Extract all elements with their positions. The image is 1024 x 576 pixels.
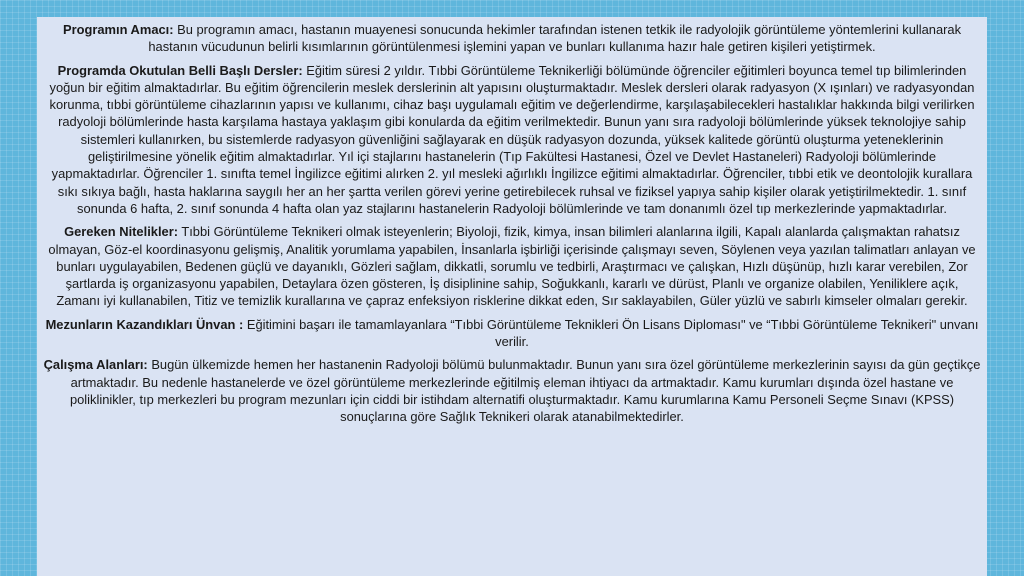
section-text: Tıbbi Görüntüleme Teknikeri olmak isteyenlerin; Biyoloji, fizik, kimya, insan bilimleri alanlarına ilgili, Kapalı alanlarda çalışmaktan rahatsız olmayan, Göz-el koordinasyonu gelişmiş, Analitik yorumlama yapabilen, İnsanlarla işbirliği içerisinde çalışmayı seven, Söylenen veya yazılan talimatları anlayan ve bunları uygulayabilen, Bedenen güçlü ve dayanıklı, Gözleri sağlam, dikkatli, sorumlu ve tedbirli, Araştırmacı ve çalışkan, Hızlı düşünüp, hızlı karar verebilen, Zor şartlarda iş organizasyonu yapabilen, Detaylara özen gösteren, İş disiplinine sahip, Soğukkanlı, kararlı ve dürüst, Planlı ve organize olabilen, Yeniliklere açık, Zamanı iyi kullanabilen, Titiz ve temizlik kurallarına ve çapraz enfeksiyon risklerine dikkat eden, Sır saklayabilen, Güler yüzlü ve sabırlı kimseler olmaları gerekir. [48,224,976,309]
section-program-purpose [43,21,981,56]
section-text: Bugün ülkemizde hemen her hastanenin Radyoloji bölümü bulunmaktadır. Bunun yanı sıra özel görüntüleme merkezlerinin sayısı da gün geçtikçe artmaktadır. Bu nedenle hastanelerde ve özel görüntüleme merkezlerinde eğitilmiş eleman ihtiyacı da artmaktadır. Kamu kurumları dışında özel hastane ve poliklinikler, tıp merkezleri bu program mezunları için ciddi bir istihdam alternatifi oluşturmaktadır. Kamu kurumlarına Kamu Personeli Seçme Sınavı (KPSS) sonuçlarına göre Sağlık Teknikeri olarak atanabilmektedirler. [69,357,981,425]
section-label: Programda Okutulan Belli Başlı Dersler: [57,62,303,78]
section-label: Mezunların Kazandıkları Ünvan : [45,316,244,332]
section-label: Gereken Nitelikler: [64,224,178,240]
section-work-areas [43,356,981,425]
section-graduate-title [43,316,981,351]
section-required-qualifications [43,223,981,309]
section-courses [43,62,981,218]
section-text: Eğitimini başarı ile tamamlayanlara “Tıbbi Görüntüleme Teknikleri Ön Lisans Diploması" ve “Tıbbi Görüntüleme Teknikeri" unvanı verilir. [243,316,979,350]
section-text: Bu programın amacı, hastanın muayenesi sonucunda hekimler tarafından istenen tetkik ile radyolojik görüntüleme yöntemlerini kullanarak hastanın vücudunun belirli kısımlarının görüntülenmesi işlemini yapan ve bunları kullanıma hazır hale getiren kişileri yetiştirmek. [148,22,962,55]
section-label: Çalışma Alanları: [43,357,148,373]
section-label: Programın Amacı: [62,22,174,37]
content-panel [37,17,987,576]
section-text: Eğitim süresi 2 yıldır. Tıbbi Görüntüleme Teknikerliği bölümünde öğrenciler eğitimleri boyunca temel tıp bilimlerinden yoğun bir eğitim almaktadırlar. Bu eğitim öğrencilerin meslek derslerinin alt yapısını oluşturmaktadır. Meslek dersleri olarak radyasyon (X ışınları) ve radyasyondan korunma, tıbbi görüntüleme cihazlarının yapısı ve kullanımı, cihaz başı uygulamalı eğitim ve değerlendirme, karşılaşabilecekleri hastalıklar hakkında bilgi verilirken radyoloji bölümlerinde hasta karşılama hastaya yaklaşım gibi konularda da eğitim verilmektedir. Bunun yanı sıra radyoloji bölümlerinde yüksek teknolojiye sahip sistemleri kullanırken, bu sistemlerde radyasyon güvenliğini sağlayarak en düşük radyasyon dozunda, yüksek kalitede görüntü oluşturma yeteneklerinin geliştirilmesine yönelik eğitim almaktadırlar. Yıl içi stajlarını hastanelerin (Tıp Fakültesi Hastanesi, Özel ve Devlet Hastaneleri) Radyoloji bölümlerinde yapmaktadırlar. Öğrenciler 1. sınıfta temel İngilizce eğitimi alırken 2. yıl mesleki ağırlıklı İngilizce eğitimi almaktadırlar. Öğrenciler, tıbbi etik ve deontolojik kurallara sıkı sıkıya bağlı, hasta haklarına saygılı her an her şartta verilen görevi yerine getirebilecek ruhsal ve fiziksel yapıya sahip kişiler olarak yetiştirilmektedir. 1. sınıf sonunda 6 hafta, 2. sınıf sonunda 4 hafta olan yaz stajlarını hastanelerin Radyoloji bölümlerinde ve tam donanımlı özel tıp merkezlerinde yapmaktadırlar. [49,62,975,216]
